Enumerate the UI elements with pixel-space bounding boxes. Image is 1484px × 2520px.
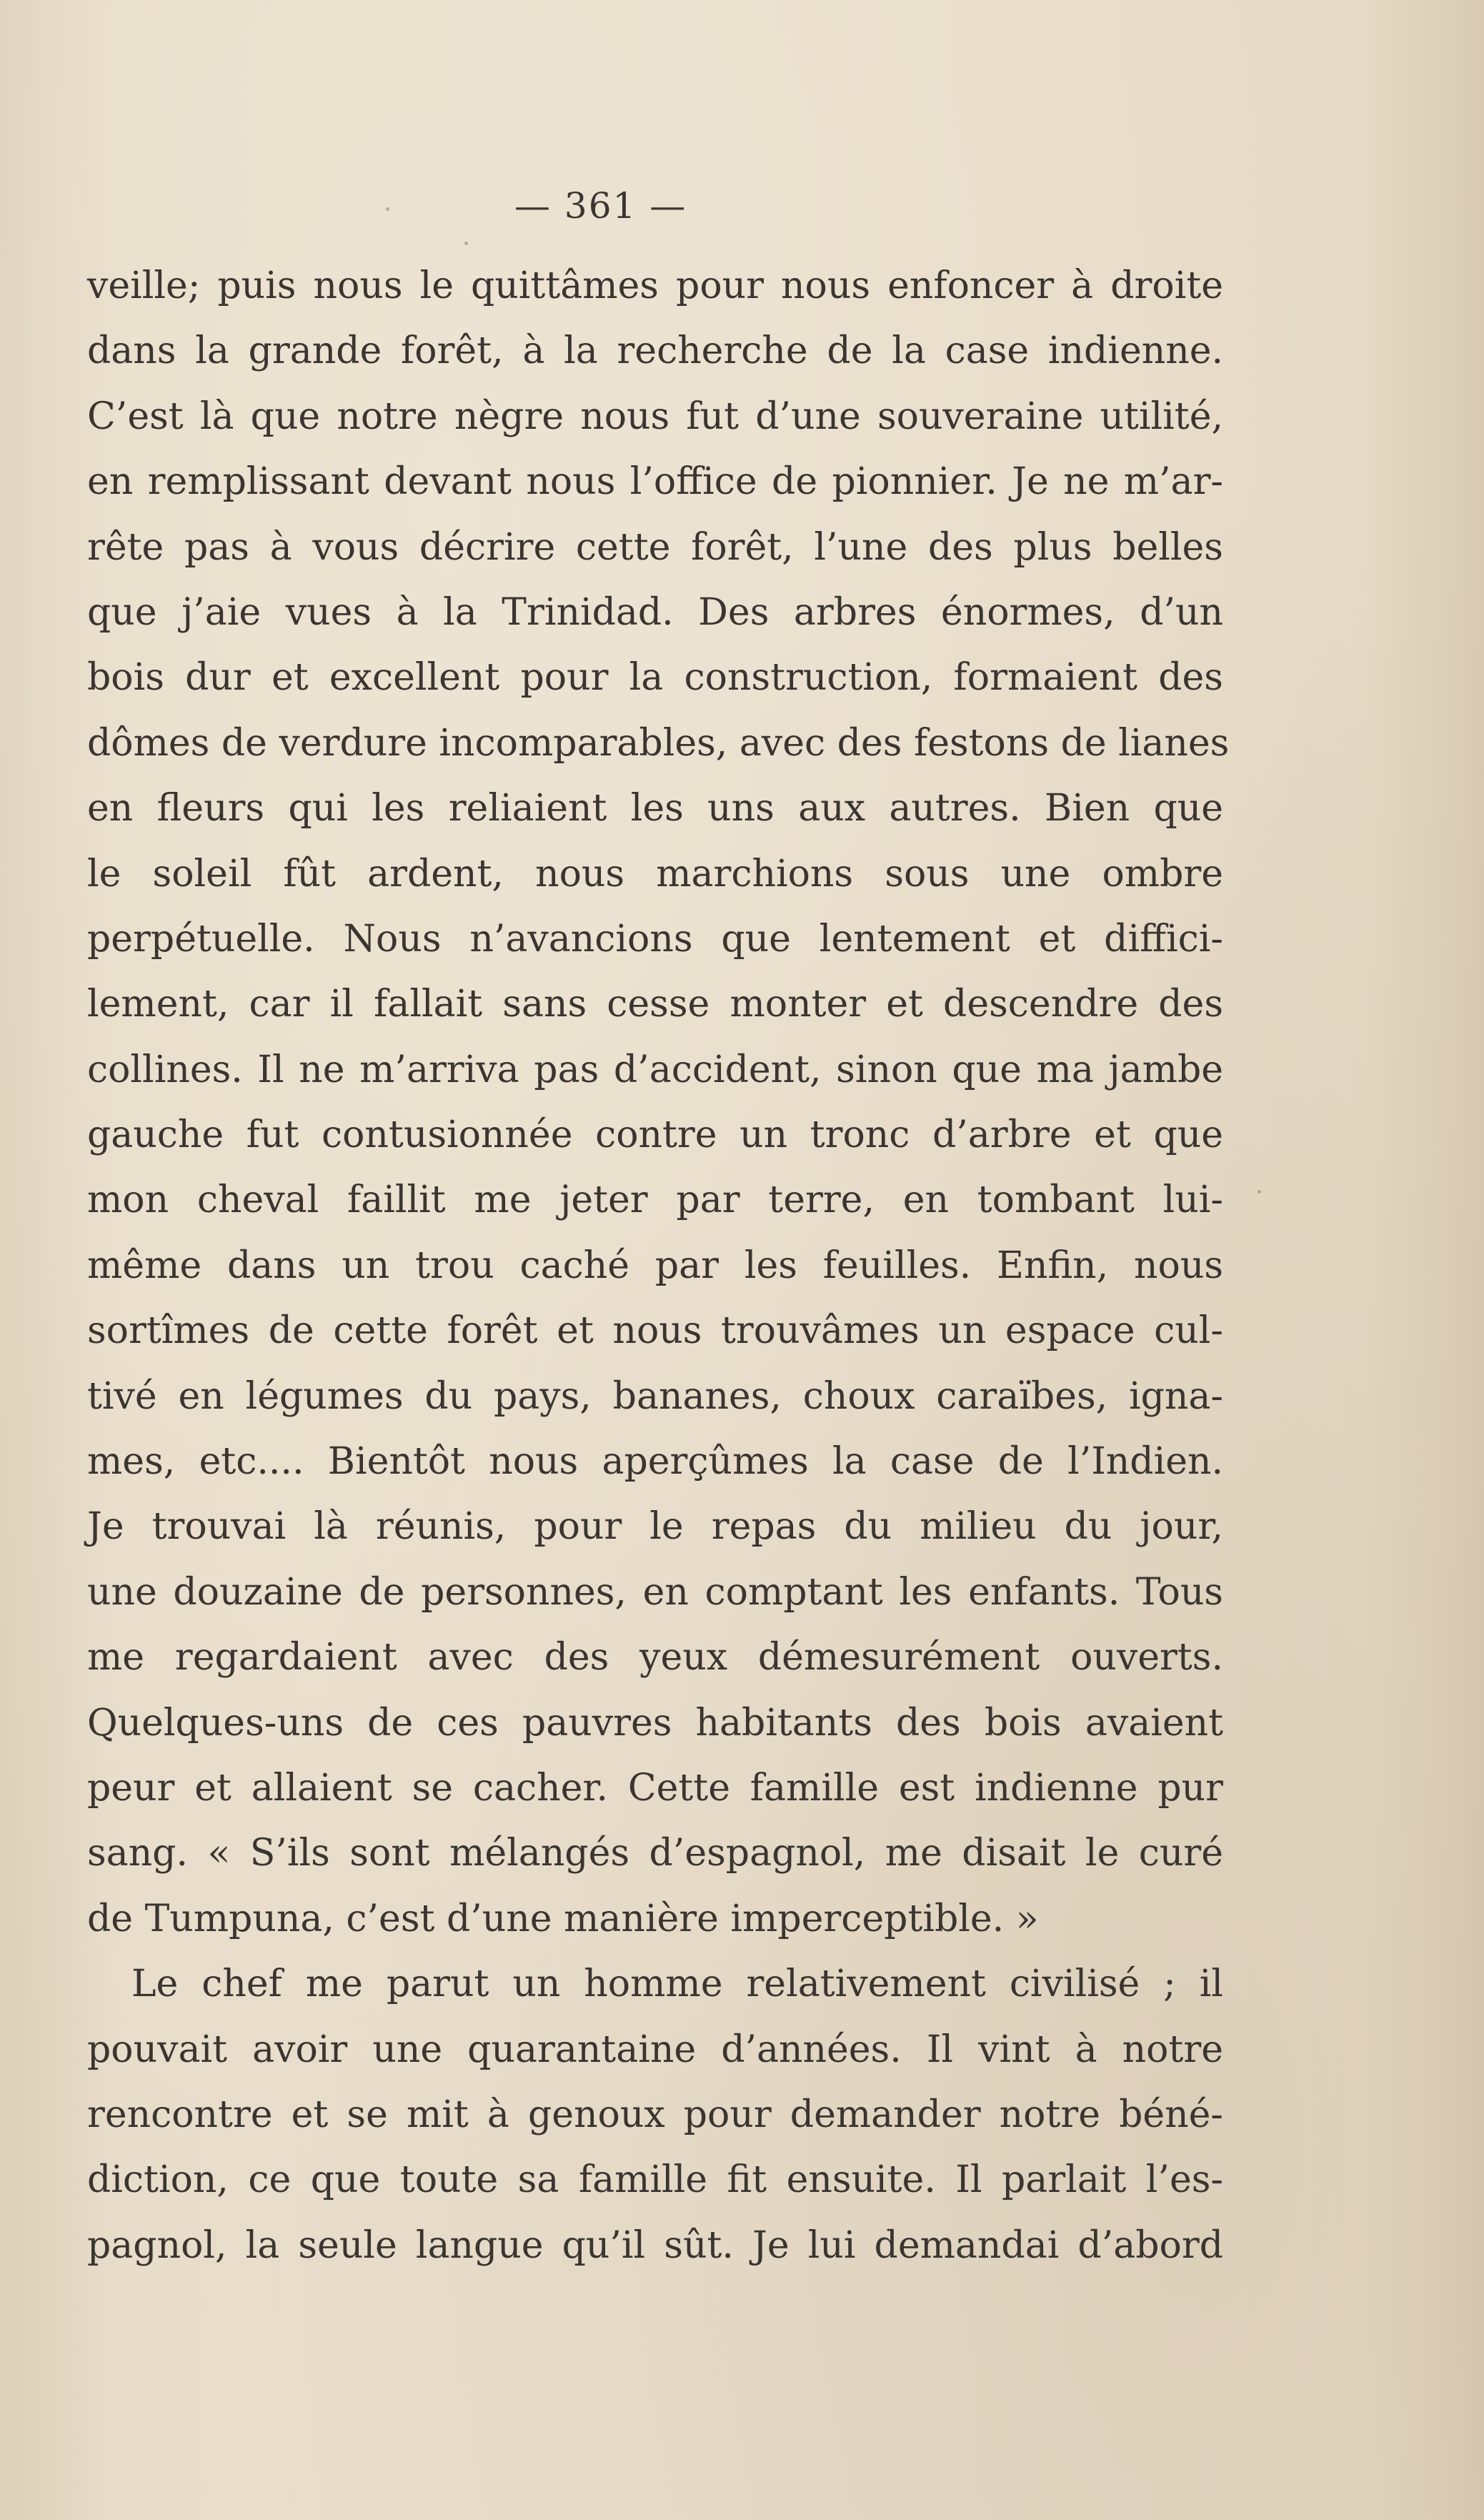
text-line: bois dur et excellent pour la construction, formaient des <box>87 656 1223 700</box>
text-line: Quelques-uns de ces pauvres habitants des bois avaient <box>87 1701 1223 1745</box>
text-line: diction, ce que toute sa famille fit ensuite. Il parlait l’es- <box>87 2158 1223 2202</box>
text-line: pagnol, la seule langue qu’il sût. Je lui demandai d’abord <box>87 2223 1223 2267</box>
text-line: sortîmes de cette forêt et nous trouvâmes un espace cul- <box>87 1309 1223 1353</box>
text-line: lement, car il fallait sans cesse monter et descendre des <box>87 983 1223 1026</box>
text-line: gauche fut contusionnée contre un tronc d’arbre et que <box>87 1113 1223 1157</box>
text-line: en remplissant devant nous l’office de pionnier. Je ne m’ar- <box>87 460 1223 504</box>
text-line: de Tumpuna, c’est d’une manière imperceptible. » <box>87 1897 1039 1940</box>
text-line: rencontre et se mit à genoux pour demander notre béné- <box>87 2093 1223 2136</box>
text-line: sang. « S’ils sont mélangés d’espagnol, me disait le curé <box>87 1832 1223 1875</box>
text-line: peur et allaient se cacher. Cette famille est indienne pur <box>87 1766 1223 1810</box>
text-line: pouvait avoir une quarantaine d’années. Il vint à notre <box>87 2028 1223 2071</box>
text-line: collines. Il ne m’arriva pas d’accident, sinon que ma jambe <box>87 1048 1223 1091</box>
text-line: dômes de verdure incomparables, avec des festons de lianes <box>87 721 1230 765</box>
text-line: C’est là que notre nègre nous fut d’une souveraine utilité, <box>87 395 1223 438</box>
text-line: tivé en légumes du pays, bananes, choux caraïbes, igna- <box>87 1374 1223 1418</box>
text-line: rête pas à vous décrire cette forêt, l’une des plus belles <box>87 525 1223 569</box>
text-line: Le chef me parut un homme relativement civilisé ; il <box>131 1963 1223 2006</box>
text-line: veille; puis nous le quittâmes pour nous enfoncer à droite <box>87 264 1223 307</box>
text-line: dans la grande forêt, à la recherche de la case indienne. <box>87 329 1223 373</box>
paper-speck <box>386 207 389 211</box>
text-line: me regardaient avec des yeux démesurément ouverts. <box>87 1636 1223 1680</box>
text-line: mon cheval faillit me jeter par terre, en tombant lui- <box>87 1179 1223 1222</box>
text-line: en fleurs qui les reliaient les uns aux autres. Bien que <box>87 787 1223 830</box>
text-line: que j’aie vues à la Trinidad. Des arbres énormes, d’un <box>87 590 1223 634</box>
text-line: une douzaine de personnes, en comptant les enfants. Tous <box>87 1570 1223 1614</box>
paper-speck <box>1258 1190 1261 1194</box>
text-line: le soleil fût ardent, nous marchions sous une ombre <box>87 852 1223 896</box>
text-line: perpétuelle. Nous n’avancions que lentement et diffici- <box>87 917 1223 961</box>
text-line: Je trouvai là réunis, pour le repas du milieu du jour, <box>87 1505 1223 1549</box>
text-line: même dans un trou caché par les feuilles. Enfin, nous <box>87 1244 1223 1287</box>
page-number: — 361 — <box>514 185 687 227</box>
body-text <box>87 254 1230 2278</box>
text-line: mes, etc.... Bientôt nous aperçûmes la case de l’Indien. <box>87 1440 1223 1484</box>
paper-speck <box>464 242 468 245</box>
